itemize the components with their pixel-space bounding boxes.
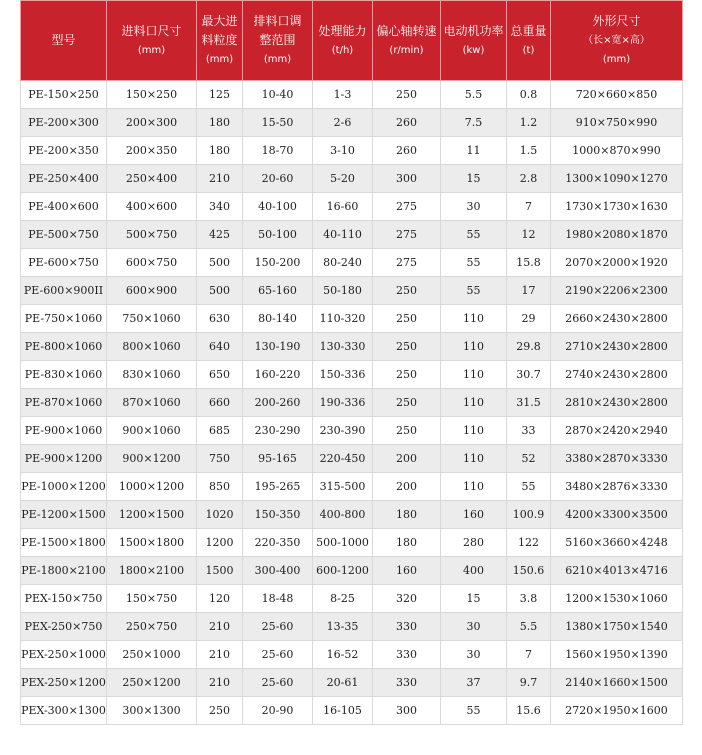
table-cell: 180 (197, 137, 243, 165)
table-cell: 180 (373, 529, 441, 557)
table-cell: 2660×2430×2800 (551, 305, 683, 333)
table-cell: 210 (197, 165, 243, 193)
model-cell: PE-150×250 (21, 81, 107, 109)
table-cell: 2720×1950×1600 (551, 697, 683, 725)
table-cell: 150-336 (313, 361, 373, 389)
table-cell: 230-390 (313, 417, 373, 445)
model-cell: PE-830×1060 (21, 361, 107, 389)
table-cell: 33 (507, 417, 551, 445)
table-cell: 2.8 (507, 165, 551, 193)
table-cell: 1500×1800 (107, 529, 197, 557)
table-cell: 95-165 (243, 445, 313, 473)
spec-table (20, 0, 683, 725)
spec-table-container (20, 0, 682, 725)
table-cell: 315-500 (313, 473, 373, 501)
table-cell: 2810×2430×2800 (551, 389, 683, 417)
table-cell: 190-336 (313, 389, 373, 417)
table-cell: 16-105 (313, 697, 373, 725)
table-cell: 150×750 (107, 585, 197, 613)
table-cell: 200×300 (107, 109, 197, 137)
model-cell: PEX-250×1000 (21, 641, 107, 669)
table-cell: 850 (197, 473, 243, 501)
table-row (21, 557, 683, 585)
table-cell: 1800×2100 (107, 557, 197, 585)
table-cell: 300×1300 (107, 697, 197, 725)
table-cell: 250 (197, 697, 243, 725)
table-cell: 2870×2420×2940 (551, 417, 683, 445)
table-row (21, 697, 683, 725)
table-row (21, 641, 683, 669)
model-cell: PE-800×1060 (21, 333, 107, 361)
table-cell: 16-52 (313, 641, 373, 669)
table-cell: 3480×2876×3330 (551, 473, 683, 501)
table-cell: 2710×2430×2800 (551, 333, 683, 361)
table-row (21, 445, 683, 473)
column-header-8 (551, 1, 683, 81)
table-cell: 720×660×850 (551, 81, 683, 109)
table-cell: 40-100 (243, 193, 313, 221)
table-row (21, 249, 683, 277)
table-cell: 150-200 (243, 249, 313, 277)
table-cell: 400-800 (313, 501, 373, 529)
table-cell: 10-40 (243, 81, 313, 109)
table-cell: 29 (507, 305, 551, 333)
table-cell: 600×900 (107, 277, 197, 305)
table-cell: 8-25 (313, 585, 373, 613)
table-cell: 37 (441, 669, 507, 697)
model-cell: PE-750×1060 (21, 305, 107, 333)
table-cell: 685 (197, 417, 243, 445)
table-cell: 300-400 (243, 557, 313, 585)
table-cell: 660 (197, 389, 243, 417)
table-row (21, 137, 683, 165)
table-cell: 250×400 (107, 165, 197, 193)
table-cell: 50-100 (243, 221, 313, 249)
table-cell: 220-450 (313, 445, 373, 473)
table-cell: 55 (441, 249, 507, 277)
table-cell: 180 (197, 109, 243, 137)
table-cell: 280 (441, 529, 507, 557)
table-cell: 1-3 (313, 81, 373, 109)
model-cell: PE-250×400 (21, 165, 107, 193)
table-cell: 55 (441, 697, 507, 725)
column-header-line: 型号 (51, 33, 76, 47)
table-cell: 110 (441, 445, 507, 473)
table-cell: 17 (507, 277, 551, 305)
table-cell: 130-190 (243, 333, 313, 361)
model-cell: PE-900×1200 (21, 445, 107, 473)
table-cell: 200-260 (243, 389, 313, 417)
table-cell: 300 (373, 165, 441, 193)
model-cell: PE-1500×1800 (21, 529, 107, 557)
table-cell: 5-20 (313, 165, 373, 193)
column-header-line: (t) (522, 44, 535, 56)
table-cell: 2140×1660×1500 (551, 669, 683, 697)
table-cell: 250 (373, 389, 441, 417)
table-cell: 20-90 (243, 697, 313, 725)
table-cell: 300 (373, 697, 441, 725)
table-cell: 275 (373, 221, 441, 249)
model-cell: PE-400×600 (21, 193, 107, 221)
table-cell: 1.5 (507, 137, 551, 165)
table-cell: 150.6 (507, 557, 551, 585)
column-header-line: (mm) (205, 54, 234, 65)
table-cell: 1980×2080×1870 (551, 221, 683, 249)
column-header-line: 整范围 (259, 33, 296, 47)
table-cell: 110 (441, 417, 507, 445)
table-cell: 275 (373, 193, 441, 221)
table-cell: 110 (441, 389, 507, 417)
table-cell: 80-240 (313, 249, 373, 277)
table-cell: 160 (373, 557, 441, 585)
table-cell: 230-290 (243, 417, 313, 445)
table-cell: 110 (441, 305, 507, 333)
table-cell: 15.8 (507, 249, 551, 277)
table-cell: 1300×1090×1270 (551, 165, 683, 193)
table-cell: 15 (441, 585, 507, 613)
table-cell: 25-60 (243, 669, 313, 697)
column-header-0 (21, 1, 107, 81)
table-cell: 30 (441, 641, 507, 669)
table-cell: 3380×2870×3330 (551, 445, 683, 473)
table-cell: 7.5 (441, 109, 507, 137)
table-cell: 1200×1500 (107, 501, 197, 529)
table-cell: 870×1060 (107, 389, 197, 417)
table-cell: 150×250 (107, 81, 197, 109)
table-cell: 25-60 (243, 613, 313, 641)
column-header-7 (507, 1, 551, 81)
column-header-line: 偏心轴转速 (376, 23, 437, 38)
table-cell: 900×1060 (107, 417, 197, 445)
table-cell: 80-140 (243, 305, 313, 333)
table-cell: 250 (373, 417, 441, 445)
column-header-line: 最大进 (201, 14, 238, 28)
table-cell: 6210×4013×4716 (551, 557, 683, 585)
table-cell: 600-1200 (313, 557, 373, 585)
table-cell: 130-330 (313, 333, 373, 361)
table-cell: 2-6 (313, 109, 373, 137)
column-header-3 (243, 1, 313, 81)
table-cell: 12 (507, 221, 551, 249)
table-row (21, 361, 683, 389)
table-cell: 18-48 (243, 585, 313, 613)
table-cell: 200 (373, 473, 441, 501)
table-cell: 195-265 (243, 473, 313, 501)
table-cell: 500-1000 (313, 529, 373, 557)
table-cell: 1730×1730×1630 (551, 193, 683, 221)
table-cell: 40-110 (313, 221, 373, 249)
table-cell: 55 (507, 473, 551, 501)
table-cell: 320 (373, 585, 441, 613)
table-cell: 3.8 (507, 585, 551, 613)
column-header-4 (313, 1, 373, 81)
table-cell: 25-60 (243, 641, 313, 669)
table-cell: 250×1200 (107, 669, 197, 697)
table-cell: 750×1060 (107, 305, 197, 333)
table-header-row (21, 1, 683, 81)
table-cell: 110 (441, 473, 507, 501)
table-cell: 220-350 (243, 529, 313, 557)
table-row (21, 165, 683, 193)
table-cell: 3-10 (313, 137, 373, 165)
table-cell: 5160×3660×4248 (551, 529, 683, 557)
table-cell: 425 (197, 221, 243, 249)
table-cell: 1.2 (507, 109, 551, 137)
table-cell: 120 (197, 585, 243, 613)
table-cell: 200×350 (107, 137, 197, 165)
table-cell: 650 (197, 361, 243, 389)
table-row (21, 333, 683, 361)
model-cell: PE-200×350 (21, 137, 107, 165)
table-cell: 330 (373, 669, 441, 697)
table-cell: 16-60 (313, 193, 373, 221)
table-cell: 210 (197, 613, 243, 641)
table-cell: 100.9 (507, 501, 551, 529)
table-cell: 800×1060 (107, 333, 197, 361)
table-cell: 7 (507, 193, 551, 221)
model-cell: PE-900×1060 (21, 417, 107, 445)
column-header-line: 处理能力 (318, 23, 367, 38)
column-header-line: (mm) (263, 54, 292, 65)
column-header-1 (107, 1, 197, 81)
table-cell: 600×750 (107, 249, 197, 277)
table-cell: 5.5 (441, 81, 507, 109)
table-cell: 30.7 (507, 361, 551, 389)
model-cell: PE-1800×2100 (21, 557, 107, 585)
table-cell: 18-70 (243, 137, 313, 165)
model-cell: PE-600×750 (21, 249, 107, 277)
table-cell: 11 (441, 137, 507, 165)
column-header-line: （长×宽×高） (583, 35, 650, 46)
table-cell: 210 (197, 669, 243, 697)
table-row (21, 305, 683, 333)
table-cell: 13-35 (313, 613, 373, 641)
table-cell: 7 (507, 641, 551, 669)
model-cell: PEX-250×750 (21, 613, 107, 641)
table-cell: 400×600 (107, 193, 197, 221)
table-cell: 250 (373, 81, 441, 109)
table-cell: 20-61 (313, 669, 373, 697)
table-cell: 30 (441, 193, 507, 221)
table-cell: 110-320 (313, 305, 373, 333)
model-cell: PE-870×1060 (21, 389, 107, 417)
table-cell: 15.6 (507, 697, 551, 725)
table-row (21, 501, 683, 529)
table-cell: 2740×2430×2800 (551, 361, 683, 389)
table-cell: 830×1060 (107, 361, 197, 389)
table-row (21, 389, 683, 417)
table-cell: 50-180 (313, 277, 373, 305)
table-cell: 2070×2000×1920 (551, 249, 683, 277)
table-row (21, 669, 683, 697)
table-cell: 1560×1950×1390 (551, 641, 683, 669)
table-cell: 15-50 (243, 109, 313, 137)
table-cell: 275 (373, 249, 441, 277)
table-cell: 5.5 (507, 613, 551, 641)
table-cell: 250 (373, 305, 441, 333)
table-row (21, 613, 683, 641)
table-cell: 20-60 (243, 165, 313, 193)
table-cell: 250×750 (107, 613, 197, 641)
column-header-line: 料粒度 (201, 33, 238, 47)
table-cell: 52 (507, 445, 551, 473)
table-cell: 1380×1750×1540 (551, 613, 683, 641)
table-cell: 110 (441, 361, 507, 389)
table-row (21, 585, 683, 613)
model-cell: PEX-300×1300 (21, 697, 107, 725)
table-row (21, 529, 683, 557)
table-cell: 65-160 (243, 277, 313, 305)
column-header-line: 排料口调 (253, 14, 302, 28)
table-cell: 1200×1530×1060 (551, 585, 683, 613)
table-cell: 122 (507, 529, 551, 557)
column-header-line: (mm) (137, 44, 166, 56)
table-cell: 110 (441, 333, 507, 361)
model-cell: PE-500×750 (21, 221, 107, 249)
column-header-line: (mm) (602, 54, 631, 65)
table-cell: 250 (373, 277, 441, 305)
table-cell: 160-220 (243, 361, 313, 389)
table-cell: 1000×1200 (107, 473, 197, 501)
column-header-line: (t/h) (331, 44, 354, 56)
column-header-line: 外形尺寸 (592, 14, 641, 28)
table-cell: 340 (197, 193, 243, 221)
table-cell: 900×1200 (107, 445, 197, 473)
table-cell: 500 (197, 277, 243, 305)
column-header-6 (441, 1, 507, 81)
table-row (21, 277, 683, 305)
table-cell: 250×1000 (107, 641, 197, 669)
table-cell: 250 (373, 333, 441, 361)
table-cell: 330 (373, 641, 441, 669)
column-header-line: (r/min) (389, 44, 424, 56)
table-row (21, 417, 683, 445)
table-cell: 29.8 (507, 333, 551, 361)
table-row (21, 193, 683, 221)
model-cell: PE-200×300 (21, 109, 107, 137)
table-cell: 500×750 (107, 221, 197, 249)
table-cell: 31.5 (507, 389, 551, 417)
table-row (21, 473, 683, 501)
table-cell: 0.8 (507, 81, 551, 109)
table-cell: 250 (373, 361, 441, 389)
table-cell: 1000×870×990 (551, 137, 683, 165)
table-cell: 30 (441, 613, 507, 641)
table-cell: 400 (441, 557, 507, 585)
model-cell: PEX-250×1200 (21, 669, 107, 697)
table-cell: 15 (441, 165, 507, 193)
table-cell: 55 (441, 277, 507, 305)
model-cell: PE-1000×1200 (21, 473, 107, 501)
table-cell: 55 (441, 221, 507, 249)
table-cell: 330 (373, 613, 441, 641)
table-row (21, 109, 683, 137)
table-cell: 640 (197, 333, 243, 361)
table-cell: 1500 (197, 557, 243, 585)
table-cell: 500 (197, 249, 243, 277)
table-row (21, 221, 683, 249)
table-cell: 630 (197, 305, 243, 333)
table-cell: 180 (373, 501, 441, 529)
table-cell: 9.7 (507, 669, 551, 697)
column-header-line: 总重量 (510, 23, 547, 38)
column-header-2 (197, 1, 243, 81)
table-cell: 210 (197, 641, 243, 669)
table-cell: 750 (197, 445, 243, 473)
table-cell: 910×750×990 (551, 109, 683, 137)
model-cell: PE-1200×1500 (21, 501, 107, 529)
column-header-line: 进料口尺寸 (121, 23, 182, 38)
column-header-5 (373, 1, 441, 81)
table-cell: 2190×2206×2300 (551, 277, 683, 305)
table-cell: 260 (373, 109, 441, 137)
column-header-line: 电动机功率 (443, 23, 504, 38)
table-cell: 4200×3300×3500 (551, 501, 683, 529)
table-body (21, 81, 683, 725)
model-cell: PE-600×900II (21, 277, 107, 305)
table-cell: 150-350 (243, 501, 313, 529)
table-cell: 260 (373, 137, 441, 165)
table-cell: 1020 (197, 501, 243, 529)
column-header-line: (kw) (462, 44, 485, 56)
model-cell: PEX-150×750 (21, 585, 107, 613)
table-cell: 1200 (197, 529, 243, 557)
table-cell: 200 (373, 445, 441, 473)
table-cell: 160 (441, 501, 507, 529)
table-row (21, 81, 683, 109)
table-cell: 125 (197, 81, 243, 109)
